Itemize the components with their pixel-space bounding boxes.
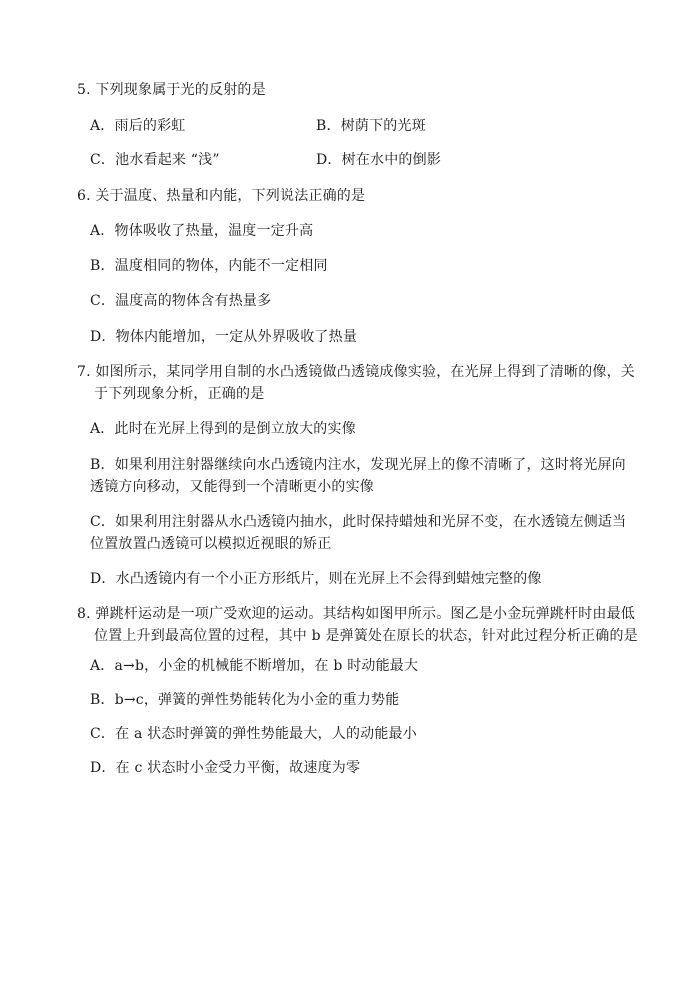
question-8-option-a[interactable]: A．a→b，小金的机械能不断增加，在 b 时动能最大: [90, 658, 419, 674]
question-8-stem-line-2: 位置上升到最高位置的过程，其中 b 是弹簧处在原长的状态，针对此过程分析正确的是: [94, 628, 638, 644]
question-6-option-b[interactable]: B．温度相同的物体，内能不一定相同: [90, 258, 328, 274]
question-5-option-d[interactable]: D．树在水中的倒影: [316, 152, 442, 168]
question-8-option-c[interactable]: C．在 a 状态时弹簧的弹性势能最大，人的动能最小: [90, 726, 417, 742]
question-7-option-b-line-2[interactable]: 透镜方向移动，又能得到一个清晰更小的实像: [90, 479, 374, 495]
question-7-option-a[interactable]: A．此时在光屏上得到的是倒立放大的实像: [90, 421, 356, 437]
question-7-option-c-line-1[interactable]: C．如果利用注射器从水凸透镜内抽水，此时保持蜡烛和光屏不变，在水透镜左侧适当: [90, 514, 627, 530]
question-8-stem-line-1: 8. 弹跳杆运动是一项广受欢迎的运动。其结构如图甲所示。图乙是小金玩弹跳杆时由最低: [77, 606, 636, 622]
question-7-option-d[interactable]: D．水凸透镜内有一个小正方形纸片，则在光屏上不会得到蜡烛完整的像: [90, 571, 542, 587]
question-7-option-c-line-2[interactable]: 位置放置凸透镜可以模拟近视眼的矫正: [90, 536, 332, 552]
question-7-stem-line-2: 于下列现象分析，正确的是: [94, 386, 265, 402]
question-5-option-c[interactable]: C．池水看起来 “浅”: [90, 152, 220, 168]
question-5-option-b[interactable]: B．树荫下的光斑: [316, 118, 426, 134]
question-8-option-d[interactable]: D．在 c 状态时小金受力平衡，故速度为零: [90, 760, 361, 776]
question-5-stem: 5. 下列现象属于光的反射的是: [77, 82, 266, 98]
question-6-option-a[interactable]: A．物体吸收了热量，温度一定升高: [90, 223, 314, 239]
question-6-option-d[interactable]: D．物体内能增加，一定从外界吸收了热量: [90, 329, 358, 345]
question-6-stem: 6. 关于温度、热量和内能，下列说法正确的是: [77, 188, 366, 204]
question-8-option-b[interactable]: B．b→c，弹簧的弹性势能转化为小金的重力势能: [90, 692, 400, 708]
question-5-option-a[interactable]: A．雨后的彩虹: [90, 118, 186, 134]
question-7-option-b-line-1[interactable]: B．如果利用注射器继续向水凸透镜内注水，发现光屏上的像不清晰了，这时将光屏向: [90, 457, 626, 473]
question-7-stem-line-1: 7. 如图所示，某同学用自制的水凸透镜做凸透镜成像实验，在光屏上得到了清晰的像，关: [77, 364, 636, 380]
question-6-option-c[interactable]: C．温度高的物体含有热量多: [90, 293, 272, 309]
